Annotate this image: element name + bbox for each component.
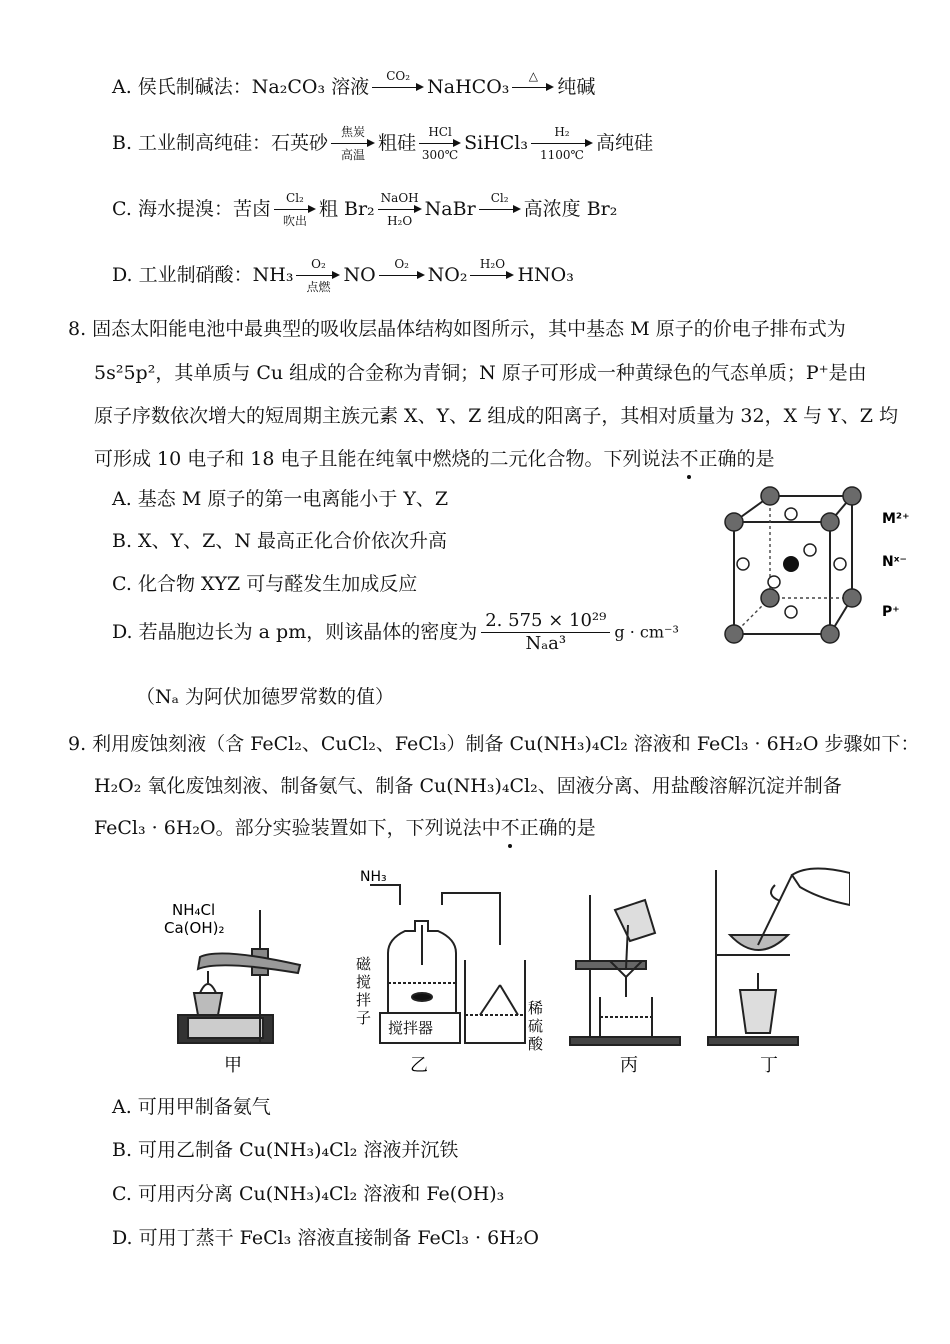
legend-p: P⁺ bbox=[882, 604, 900, 620]
m-ion bbox=[761, 487, 779, 505]
q9-stem-line3: FeCl₃ · 6H₂O。部分实验装置如下，下列说法中不正确的是 bbox=[94, 817, 596, 839]
reaction-arrow: H₂ 1100℃ bbox=[531, 126, 593, 162]
n-ion bbox=[834, 558, 846, 570]
p-ion bbox=[783, 556, 799, 572]
label-yi: 乙 bbox=[410, 1055, 428, 1076]
q9-option-a: A. 可用甲制备氨气 bbox=[112, 1096, 271, 1118]
reaction-arrow: △ bbox=[512, 70, 554, 106]
n-ion bbox=[785, 606, 797, 618]
m-ion bbox=[725, 625, 743, 643]
q9-stem-line1: 9. 利用废蚀刻液（含 FeCl₂、CuCl₂、FeCl₃）制备 Cu(NH₃)₄Cl₂ 溶液和 FeCl₃ · 6H₂O 步骤如下： bbox=[68, 733, 920, 755]
yi-stir-bar-label: 磁 bbox=[356, 955, 372, 973]
yi-acid-label: 稀 bbox=[528, 999, 544, 1017]
q9-option-d: D. 可用丁蒸干 FeCl₃ 溶液直接制备 FeCl₃ · 6H₂O bbox=[112, 1227, 539, 1249]
yi-stir-bar-label: 子 bbox=[356, 1009, 372, 1027]
q8-stem-line1: 8. 固态太阳能电池中最典型的吸收层晶体结构如图所示，其中基态 M 原子的价电子排布式为 bbox=[68, 318, 846, 340]
yi-stir-bar-label: 搅 bbox=[356, 973, 372, 991]
reaction-arrow: CO₂ bbox=[372, 70, 424, 106]
m-ion bbox=[725, 513, 743, 531]
m-ion bbox=[821, 513, 839, 531]
label-bing: 丙 bbox=[620, 1055, 638, 1076]
crystal-unit-cell-figure bbox=[692, 478, 928, 650]
legend-m: M²⁺ bbox=[882, 511, 910, 527]
legend-n: Nˣ⁻ bbox=[882, 554, 907, 570]
reaction-arrow: O₂ bbox=[379, 258, 425, 294]
apparatus-figure bbox=[160, 865, 850, 1077]
yi-stir-bar-label: 拌 bbox=[356, 991, 372, 1009]
m-ion bbox=[761, 589, 779, 607]
q7-option-d: D. 工业制硝酸：NH₃ O₂ 点燃 NO O₂ NO₂ H₂O HNO₃ bbox=[112, 257, 574, 294]
q8-option-a: A. 基态 M 原子的第一电离能小于 Y、Z bbox=[112, 488, 449, 510]
q8-note: （Nₐ 为阿伏加德罗常数的值） bbox=[136, 686, 394, 708]
reaction-arrow: NaOH H₂O bbox=[378, 192, 422, 228]
q7-option-b: B. 工业制高纯硅：石英砂 焦炭 高温 粗硅 HCl 300℃ SiHCl₃ H₂ 1100℃ 高纯硅 bbox=[112, 125, 653, 162]
q7-option-c: C. 海水提溴：苦卤 Cl₂ 吹出 粗 Br₂ NaOH H₂O NaBr Cl₂ 高浓度 Br₂ bbox=[112, 191, 618, 228]
yi-acid-label: 酸 bbox=[528, 1035, 544, 1053]
q9-stem-line2: H₂O₂ 氧化废蚀刻液、制备氨气、制备 Cu(NH₃)₄Cl₂、固液分离、用盐酸溶解沉淀并制备 bbox=[94, 775, 842, 797]
jia-reagent-caoh2: Ca(OH)₂ bbox=[164, 919, 225, 937]
q8-option-b: B. X、Y、Z、N 最高正化合价依次升高 bbox=[112, 530, 447, 552]
density-fraction: $\frac{\text{2. 575 × 10²⁹}}{\text{Nₐa³}}$ bbox=[481, 612, 610, 653]
apparatus-bing bbox=[570, 895, 680, 1045]
q7-option-a: A. 侯氏制碱法：Na₂CO₃ 溶液 CO₂ NaHCO₃ △ 纯碱 bbox=[112, 70, 595, 106]
yi-stirrer-label: 搅拌器 bbox=[388, 1019, 434, 1037]
reaction-arrow: 焦炭 高温 bbox=[331, 126, 375, 162]
q8-stem-line3: 原子序数依次增大的短周期主族元素 X、Y、Z 组成的阳离子，其相对质量为 32，X 与 Y、Z 均 bbox=[94, 405, 898, 427]
reaction-arrow: O₂ 点燃 bbox=[296, 258, 340, 294]
q8-option-c: C. 化合物 XYZ 可与醛发生加成反应 bbox=[112, 573, 418, 595]
q8-stem-line4: 可形成 10 电子和 18 电子且能在纯氧中燃烧的二元化合物。下列说法不正确的是 bbox=[94, 448, 775, 470]
m-ion bbox=[821, 625, 839, 643]
reaction-arrow: Cl₂ 吹出 bbox=[274, 192, 316, 228]
n-ion bbox=[737, 558, 749, 570]
label-ding: 丁 bbox=[760, 1055, 778, 1076]
yi-nh3-label: NH₃ bbox=[360, 869, 387, 885]
q8-option-d: D. 若晶胞边长为 a pm，则该晶体的密度为 $\frac{\text{2. 575 × 10²⁹}}{\text{Nₐa³}}$ g · cm⁻³ bbox=[112, 610, 679, 654]
m-ion bbox=[843, 589, 861, 607]
n-ion bbox=[785, 508, 797, 520]
reaction-arrow: Cl₂ bbox=[479, 192, 521, 228]
q9-option-c: C. 可用丙分离 Cu(NH₃)₄Cl₂ 溶液和 Fe(OH)₃ bbox=[112, 1183, 505, 1205]
n-ion bbox=[768, 576, 780, 588]
yi-acid-label: 硫 bbox=[528, 1017, 544, 1035]
q8-stem-line2: 5s²5p²，其单质与 Cu 组成的合金称为青铜；N 原子可形成一种黄绿色的气态单质；P⁺是由 bbox=[94, 362, 867, 384]
apparatus-ding bbox=[708, 868, 850, 1045]
m-ion bbox=[843, 487, 861, 505]
reaction-arrow: HCl 300℃ bbox=[419, 126, 461, 162]
label-jia: 甲 bbox=[224, 1055, 242, 1076]
n-ion bbox=[804, 544, 816, 556]
reaction-arrow: H₂O bbox=[470, 258, 514, 294]
jia-reagent-nh4cl: NH₄Cl bbox=[172, 901, 216, 919]
q9-option-b: B. 可用乙制备 Cu(NH₃)₄Cl₂ 溶液并沉铁 bbox=[112, 1139, 459, 1161]
